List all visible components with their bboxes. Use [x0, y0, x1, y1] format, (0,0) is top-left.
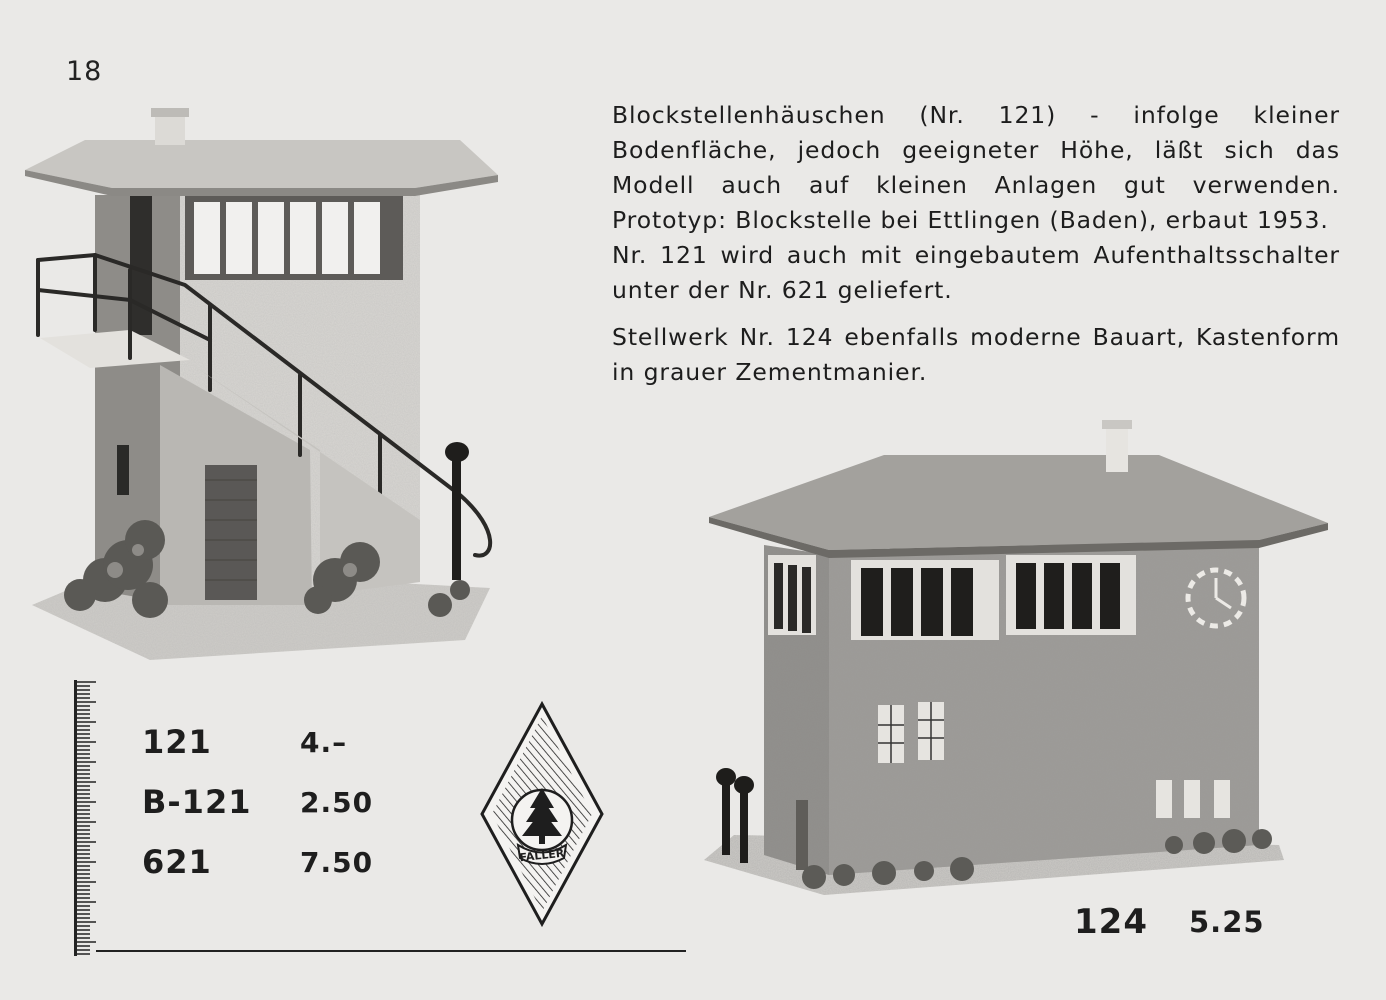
price-row — [142, 772, 373, 832]
model-number: 621 — [142, 843, 212, 881]
price-row — [142, 712, 373, 772]
measurement-ruler — [74, 680, 96, 956]
description-paragraph: Nr. 121 wird auch mit eingebautem Aufenthaltsschalter unter der Nr. 621 geliefert. — [612, 241, 1340, 304]
model-price: 7.50 — [300, 845, 374, 879]
price-row — [142, 832, 373, 892]
product-description — [612, 98, 1340, 390]
model-number: 121 — [142, 723, 212, 761]
signal-box-121-photo — [20, 100, 500, 665]
model-price: 5.25 — [1189, 905, 1265, 939]
model-number: 124 — [1074, 902, 1148, 942]
svg-text:FALLER: FALLER — [519, 846, 565, 865]
page-number: 18 — [66, 56, 103, 87]
model-price: 4.– — [300, 725, 348, 759]
model-price: 2.50 — [300, 785, 374, 819]
price-list — [142, 712, 373, 892]
description-paragraph: Blockstellenhäuschen (Nr. 121) - infolge kleiner Bodenfläche, jedoch geeigneter Höhe, läßt sich das Modell auch auf kleinen Anlagen gut verwenden. Prototyp: Blockstelle bei Ettlingen (Baden), erbaut 1953. — [612, 101, 1340, 234]
faller-logo-icon — [478, 700, 606, 928]
signal-box-124-photo — [704, 415, 1334, 895]
model-number: B-121 — [142, 783, 252, 821]
model-124-price — [1074, 902, 1265, 942]
divider-line — [96, 950, 686, 952]
description-paragraph: Stellwerk Nr. 124 ebenfalls moderne Bauart, Kastenform in grauer Zementmanier. — [612, 323, 1340, 386]
